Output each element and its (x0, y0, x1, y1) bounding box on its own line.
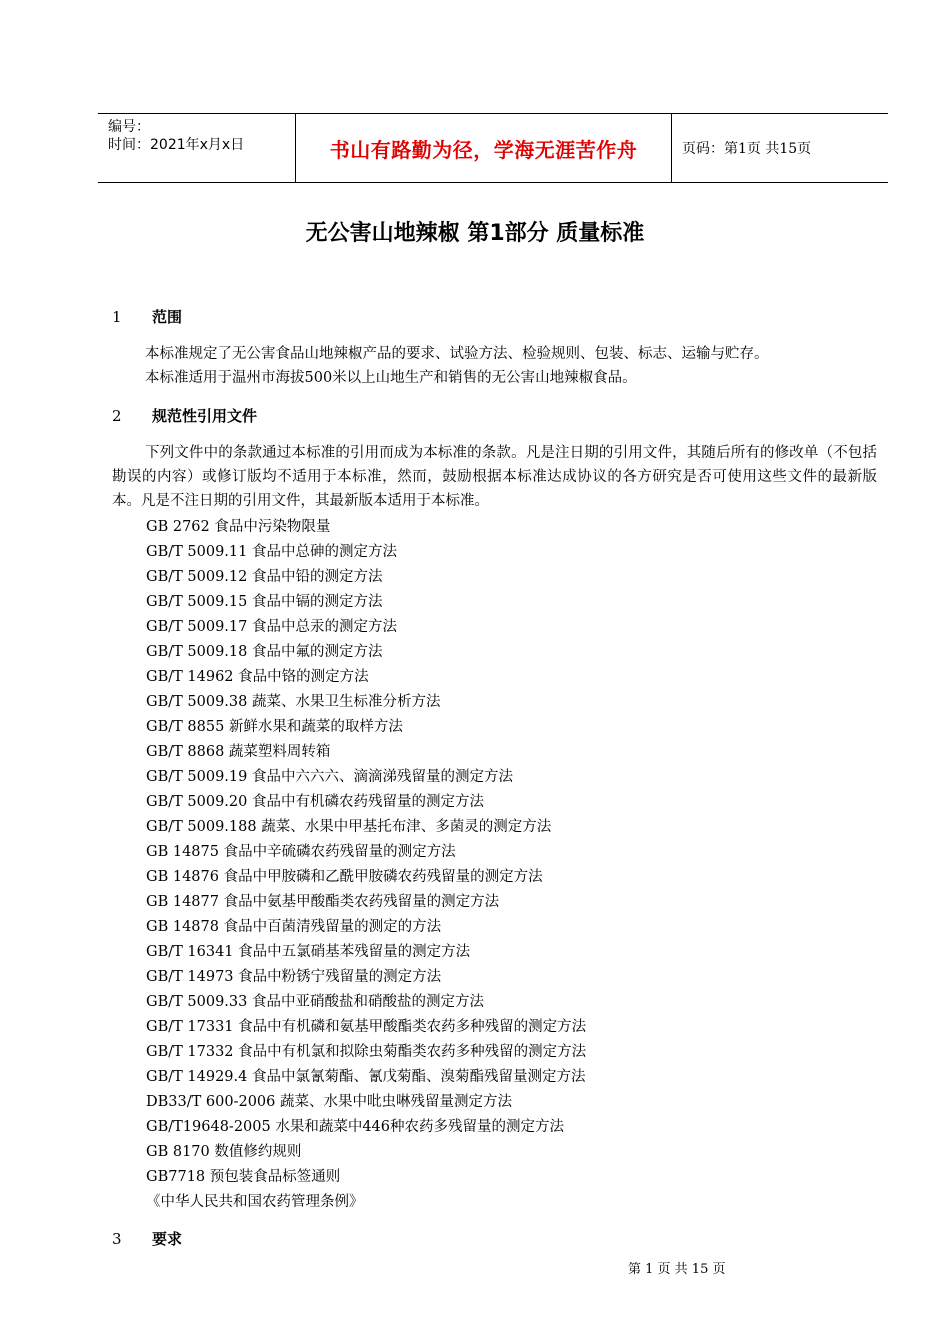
number-label: 编号： (108, 119, 150, 135)
scope-paragraph-1: 本标准规定了无公害食品山地辣椒产品的要求、试验方法、检验规则、包装、标志、运输与贮存。 (145, 346, 769, 362)
reference-item: GB/T 14929.4 食品中氯氰菊酯、氰戊菊酯、溴菊酯残留量测定方法 (146, 1069, 586, 1085)
reference-item: GB/T 5009.20 食品中有机磷农药残留量的测定方法 (146, 794, 484, 810)
reference-item: GB/T 17332 食品中有机氯和拟除虫菊酯类农药多种残留的测定方法 (146, 1044, 587, 1060)
page-info: 页码：第1页 共15页 (682, 141, 812, 157)
section-title: 规范性引用文件 (152, 407, 258, 425)
reference-item: GB/T 5009.11 食品中总砷的测定方法 (146, 544, 397, 560)
header-page-cell (672, 114, 888, 182)
document-header (98, 113, 888, 183)
reference-item: GB/T 5009.33 食品中亚硝酸盐和硝酸盐的测定方法 (146, 994, 484, 1010)
header-motto-cell (296, 114, 672, 182)
reference-item: GB 14876 食品中甲胺磷和乙酰甲胺磷农药残留量的测定方法 (146, 869, 543, 885)
reference-item: GB/T 14973 食品中粉锈宁残留量的测定方法 (146, 969, 442, 985)
section-title: 要求 (152, 1230, 183, 1248)
reference-item: GB/T 14962 食品中铬的测定方法 (146, 669, 369, 685)
section-title: 范围 (152, 308, 183, 326)
reference-item: GB/T 5009.188 蔬菜、水果中甲基托布津、多菌灵的测定方法 (146, 819, 552, 835)
reference-list (146, 515, 586, 1215)
reference-item: GB/T 5009.18 食品中氟的测定方法 (146, 644, 383, 660)
motto: 书山有路勤为径，学海无涯苦作舟 (329, 137, 638, 162)
reference-item: GB 14877 食品中氨基甲酸酯类农药残留量的测定方法 (146, 894, 500, 910)
reference-item: GB/T 5009.19 食品中六六六、滴滴涕残留量的测定方法 (146, 769, 513, 785)
reference-item: DB33/T 600-2006 蔬菜、水果中吡虫啉残留量测定方法 (146, 1094, 512, 1110)
reference-item: GB7718 预包装食品标签通则 (146, 1169, 341, 1185)
section-heading-requirements (112, 1228, 182, 1249)
section-number: 2 (112, 407, 122, 425)
scope-paragraph-2: 本标准适用于温州市海拔500米以上山地生产和销售的无公害山地辣椒食品。 (145, 370, 637, 386)
reference-item: GB/T 5009.38 蔬菜、水果卫生标准分析方法 (146, 694, 441, 710)
section-heading-references (112, 405, 257, 426)
references-intro: 下列文件中的条款通过本标准的引用而成为本标准的条款。凡是注日期的引用文件，其随后所有的修改单（不包括勘误的内容）或修订版均不适用于本标准，然而，鼓励根据本标准达成协议的各方研究是否可使用这些文件的最新版本。凡是不注日期的引用文件，其最新版本适用于本标准。 (112, 445, 877, 509)
reference-item: GB/T 8855 新鲜水果和蔬菜的取样方法 (146, 719, 403, 735)
section-number: 3 (112, 1230, 122, 1248)
reference-item: GB 2762 食品中污染物限量 (146, 519, 331, 535)
section-number: 1 (112, 308, 122, 326)
reference-item: GB/T19648-2005 水果和蔬菜中446种农药多残留量的测定方法 (146, 1119, 565, 1135)
reference-item: GB 14878 食品中百菌清残留量的测定的方法 (146, 919, 442, 935)
reference-item: GB/T 17331 食品中有机磷和氨基甲酸酯类农药多种残留的测定方法 (146, 1019, 587, 1035)
reference-item: GB/T 8868 蔬菜塑料周转箱 (146, 744, 331, 760)
time-label: 时间：2021年x月x日 (108, 137, 245, 153)
document-title: 无公害山地辣椒 第1部分 质量标准 (305, 221, 645, 246)
header-meta (98, 114, 296, 182)
reference-item: GB 14875 食品中辛硫磷农药残留量的测定方法 (146, 844, 456, 860)
page-footer: 第 1 页 共 15 页 (628, 1262, 726, 1277)
reference-item: GB/T 16341 食品中五氯硝基苯残留量的测定方法 (146, 944, 471, 960)
section-heading-scope (112, 306, 182, 327)
reference-item: GB/T 5009.15 食品中镉的测定方法 (146, 594, 383, 610)
reference-item: GB/T 5009.17 食品中总汞的测定方法 (146, 619, 397, 635)
reference-item: 《中华人民共和国农药管理条例》 (146, 1194, 364, 1210)
reference-item: GB 8170 数值修约规则 (146, 1144, 302, 1160)
reference-item: GB/T 5009.12 食品中铅的测定方法 (146, 569, 383, 585)
